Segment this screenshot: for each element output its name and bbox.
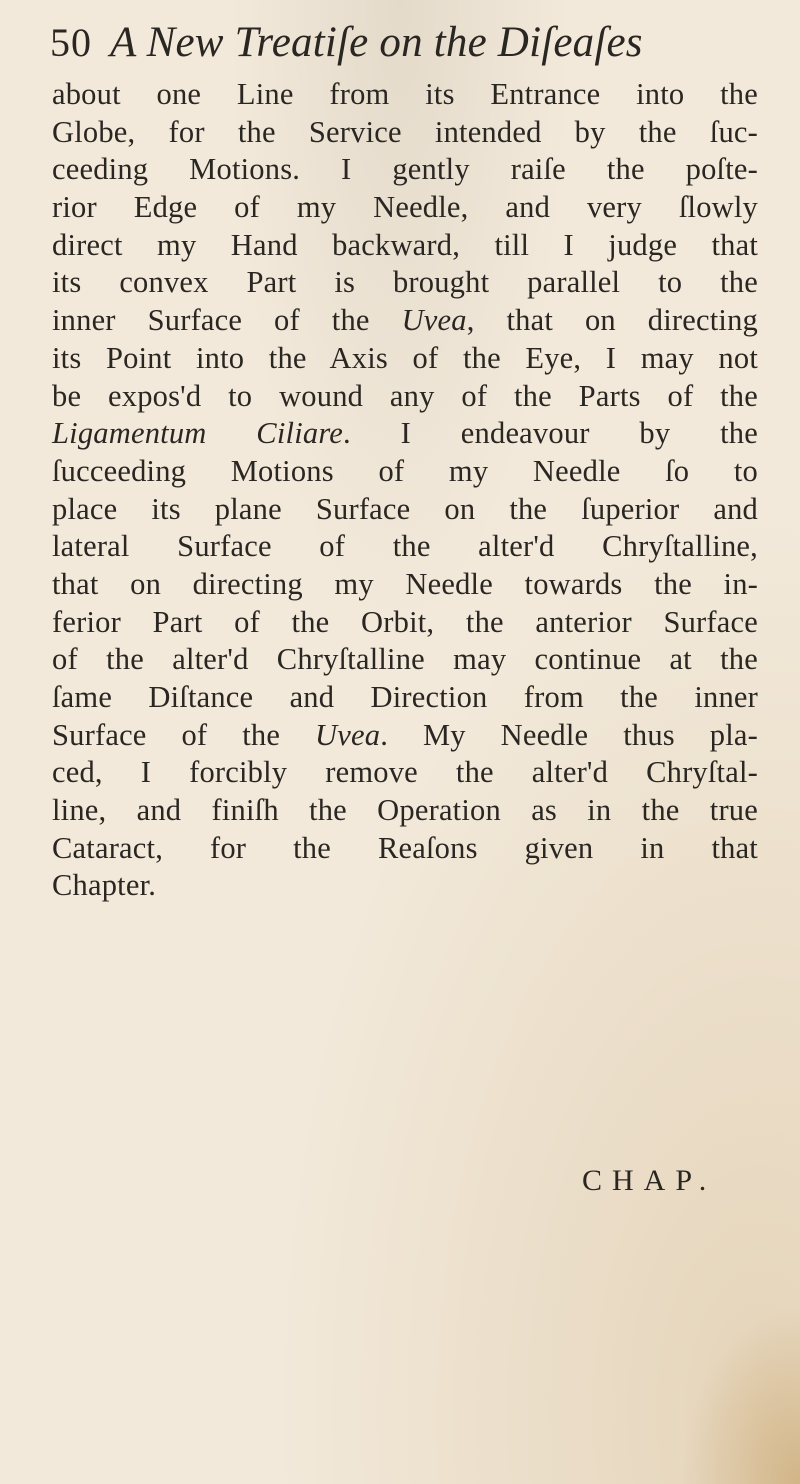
text-line: that on directing my Needle towards the in-: [52, 566, 758, 601]
text-line: place its plane Surface on the ſuperior and: [52, 491, 758, 526]
text-line: ſucceeding Motions of my Needle ſo to: [52, 453, 758, 488]
text-line: line, and finiſh the Operation as in the true: [52, 793, 758, 828]
text-line: ferior Part of the Orbit, the anterior Surface: [52, 604, 758, 639]
body-text: [52, 76, 758, 905]
text-line: direct my Hand backward, till I judge that: [52, 227, 758, 262]
text-line: Globe, for the Service intended by the ſuc-: [52, 114, 758, 149]
text-line: ced, I forcibly remove the alter'd Chryſtal-: [52, 755, 758, 790]
text-line: ſame Diſtance and Direction from the inner: [52, 680, 758, 714]
text-line: be expos'd to wound any of the Parts of the: [52, 378, 758, 413]
running-title: A New Treatiſe on the Diſeaſes: [110, 19, 643, 66]
text-line: inner Surface of the Uvea, that on directing: [52, 303, 758, 338]
text-line: rior Edge of my Needle, and very ſlowly: [52, 190, 758, 225]
text-line: about one Line from its Entrance into the: [52, 77, 758, 111]
text-line: its Point into the Axis of the Eye, I may not: [52, 340, 758, 375]
text-line: Ligamentum Ciliare. I endeavour by the: [52, 416, 758, 451]
text-line: Cataract, for the Reaſons given in that: [52, 830, 758, 865]
text-line: lateral Surface of the alter'd Chryſtalline,: [52, 529, 758, 564]
text-line: Surface of the Uvea. My Needle thus pla-: [52, 717, 758, 752]
text-line: its convex Part is brought parallel to the: [52, 265, 758, 300]
text-line: of the alter'd Chryſtalline may continue at the: [52, 642, 758, 677]
page-header: [50, 18, 643, 78]
text-line: ceeding Motions. I gently raiſe the poſte-: [52, 152, 758, 187]
catchword: CHAP.: [582, 1164, 717, 1197]
page-number: 50: [50, 20, 92, 65]
text-line: Chapter.: [52, 868, 157, 903]
paper-stain: [680, 1304, 800, 1484]
